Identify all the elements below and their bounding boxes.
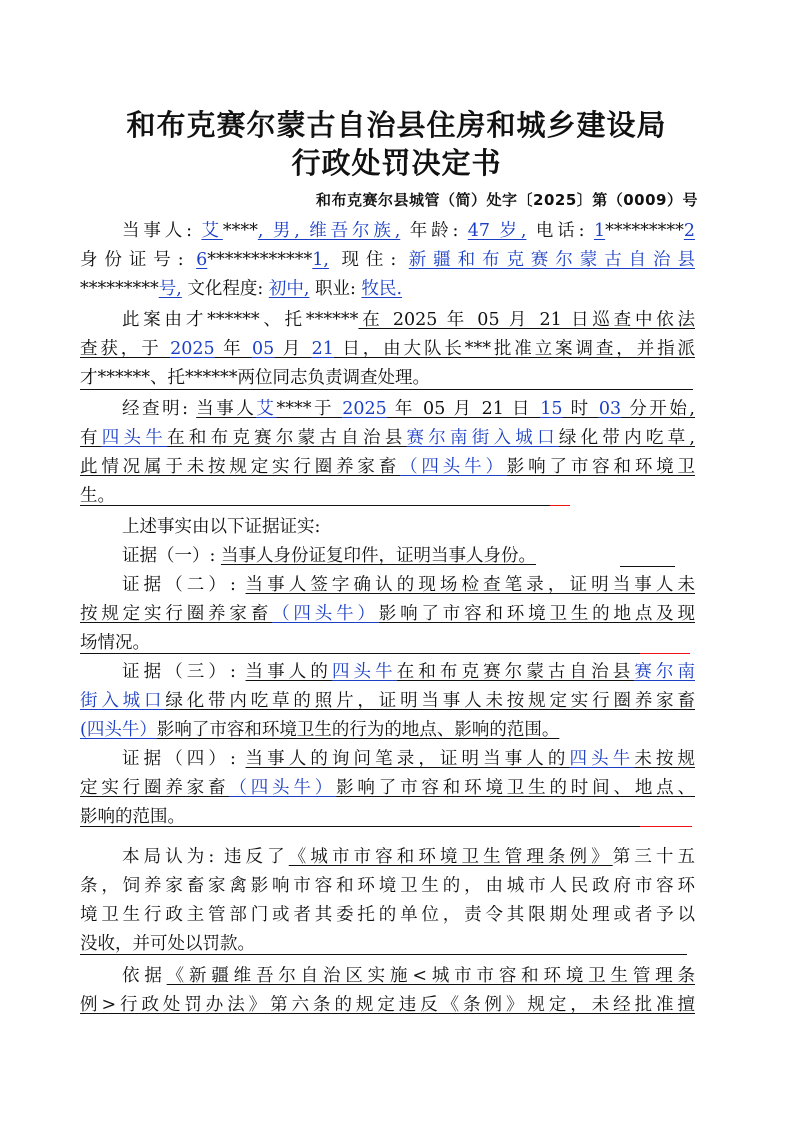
- case-text: 月: [274, 339, 312, 359]
- finding-text: 此情况属于未按规定实行圈养家畜: [80, 457, 401, 477]
- address-mask: *********: [80, 279, 159, 299]
- document-number: 和布克赛尔县城管（简）处字〔2025〕第（0009）号: [316, 191, 698, 209]
- id-mask: ************: [207, 250, 313, 270]
- evidence-3-label: 证据（三）:: [122, 662, 246, 682]
- finding-text: 在和布克赛尔蒙古自治县: [167, 428, 407, 448]
- address-number: 号,: [158, 279, 182, 299]
- party-line-3: [80, 274, 695, 304]
- ruling-text: 本局认为: 违反了: [122, 847, 289, 867]
- finding-party-name: 艾: [256, 399, 277, 419]
- evidence-2-line-1: [80, 570, 695, 600]
- evidence-3-livestock: 四头牛: [331, 662, 397, 682]
- evidence-3-text: 绿化带内吃草的照片，证明当事人未按规定实行圈养家畜: [165, 691, 695, 711]
- phone-mask: *********: [605, 221, 684, 241]
- evidence-4-line-2: [80, 773, 695, 803]
- evidence-2-line-2: [80, 599, 695, 629]
- finding-livestock: （四头牛）: [400, 457, 507, 477]
- ruling-regulation: 《城市市容和环境卫生管理条例》: [288, 847, 613, 867]
- evidence-3-line-3: [80, 715, 695, 745]
- evidence-3-line-2: [80, 686, 695, 716]
- case-year: 2025: [170, 339, 215, 359]
- party-name-mask: ****: [222, 221, 258, 241]
- case-inspection-date: 在 2025 年 05 月 21 日巡查中依法: [358, 310, 695, 330]
- id-last-digit: 1,: [312, 250, 329, 270]
- party-line-2: [80, 245, 695, 275]
- underline-rule: [80, 954, 687, 955]
- finding-text: ****于: [276, 399, 343, 419]
- id-label: 身份证号:: [80, 250, 197, 270]
- finding-text: 绿化带内吃草,: [558, 428, 695, 448]
- finding-label: 经查明:: [122, 399, 197, 419]
- finding-year: 2025: [342, 399, 387, 419]
- finding-date: 年 05 月 21 日: [386, 399, 541, 419]
- finding-text: 影响了市容和环境卫: [506, 457, 695, 477]
- evidence-intro: 上述事实由以下证据证实:: [122, 517, 321, 537]
- document-title-line1: 和布克赛尔蒙古自治县住房和城乡建设局: [126, 108, 667, 142]
- evidence-2-line-3: 场情况。: [80, 633, 150, 653]
- party-sex-ethnicity: , 男, 维吾尔族,: [257, 221, 401, 241]
- evidence-4-line-1: [80, 744, 695, 774]
- basis-text: 依据: [122, 966, 167, 986]
- evidence-3-text: 影响了市容和环境卫生的行为的地点、影响的范围。: [156, 720, 560, 740]
- evidence-1: [80, 541, 695, 571]
- basis-regulation: 《新疆维吾尔自治区实施<城市市容和环境卫生管理条: [166, 966, 695, 986]
- party-age: 47 岁,: [467, 221, 527, 241]
- occupation-label: 职业:: [309, 279, 362, 299]
- finding-minute: 03: [598, 399, 622, 419]
- case-line-3: 才******、托******两位同志负责调查处理。: [80, 368, 430, 388]
- evidence-4-livestock: 四头牛: [569, 749, 635, 769]
- evidence-3-livestock: (四头牛）: [80, 720, 157, 740]
- evidence-2-label: 证据（二）:: [122, 575, 246, 595]
- case-month: 05: [251, 339, 275, 359]
- case-line-1: [80, 305, 695, 335]
- case-text: 批准立案调查，并指派: [491, 339, 695, 359]
- case-line-2: [80, 334, 695, 364]
- evidence-4-line-3: 影响的范围。: [80, 807, 185, 827]
- party-label: 当事人:: [122, 221, 202, 241]
- finding-line-3: [80, 452, 695, 482]
- evidence-3-text: 在和布克赛尔蒙古自治县: [396, 662, 635, 682]
- evidence-3-text: 当事人的: [245, 662, 332, 682]
- party-address: 新疆和布克赛尔蒙古自治县: [408, 250, 695, 270]
- case-text: 查获，于: [80, 339, 171, 359]
- evidence-3-location: 赛尔南: [634, 662, 695, 682]
- finding-text: 有: [80, 428, 102, 448]
- underline-rule: [80, 826, 640, 827]
- ruling-line-1: [80, 842, 695, 872]
- underline-rule-red: [640, 653, 690, 654]
- evidence-2-text: 影响了市容和环境卫生的地点及现: [378, 604, 695, 624]
- ruling-line-3: 境卫生行政主管部门或者其委托的单位，责令其限期处理或者予以: [80, 905, 695, 925]
- basis-line-2: 例>行政处罚办法》第六条的规定违反《条例》规定，未经批准擅: [80, 995, 695, 1015]
- party-name: 艾: [201, 221, 223, 241]
- finding-livestock: 四头牛: [101, 428, 168, 448]
- finding-text: 当事人: [196, 399, 257, 419]
- evidence-4-text: 未按规: [634, 749, 695, 769]
- case-day: 21: [311, 339, 334, 359]
- finding-text: 分开始,: [621, 399, 695, 419]
- case-investigators: 此案由才******、托******: [122, 310, 359, 330]
- underline-rule: [80, 389, 693, 390]
- case-text: 年: [214, 339, 252, 359]
- evidence-1-label: 证据（一）:: [122, 546, 221, 566]
- party-line-1: [80, 216, 695, 246]
- evidence-2-livestock: （四头牛）: [272, 604, 379, 624]
- education-label: 文化程度:: [181, 279, 269, 299]
- underline-rule-red: [640, 826, 692, 827]
- finding-hour: 15: [540, 399, 563, 419]
- evidence-4-text: 影响了市容和环境卫生的时间、地点、: [336, 778, 695, 798]
- ruling-line-2: 条，饲养家畜家禽影响市容和环境卫生的，由城市人民政府市容环: [80, 876, 695, 896]
- party-education: 初中,: [268, 279, 310, 299]
- underline-rule: [620, 566, 675, 567]
- finding-text: 时: [562, 399, 599, 419]
- evidence-4-livestock: （四头牛）: [229, 778, 337, 798]
- ruling-line-4: 没收，并可处以罚款。: [80, 934, 255, 954]
- evidence-2-text: 按规定实行圈养家畜: [80, 604, 273, 624]
- phone-first-digit: 1: [593, 221, 606, 241]
- address-label: 现住:: [328, 250, 409, 270]
- finding-line-4: 生。: [80, 486, 115, 506]
- ruling-text: 第三十五: [612, 847, 695, 867]
- finding-location: 赛尔南街入城口: [406, 428, 559, 448]
- underline-rule-red: [550, 505, 570, 506]
- document-title-line2: 行政处罚决定书: [291, 146, 502, 180]
- finding-line-2: [80, 423, 695, 453]
- evidence-4-label: 证据（四）:: [122, 749, 246, 769]
- case-text: 日，由大队长***: [333, 339, 491, 359]
- age-label: 年龄:: [400, 221, 468, 241]
- evidence-3-location: 街入城口: [80, 691, 166, 711]
- evidence-4-text: 当事人的询问笔录，证明当事人的: [245, 749, 570, 769]
- basis-line-1: [80, 961, 695, 991]
- party-occupation: 牧民.: [361, 279, 403, 299]
- phone-label: 电话:: [526, 221, 594, 241]
- phone-last-digit: 2: [683, 221, 695, 241]
- evidence-2-text: 当事人签字确认的现场检查笔录，证明当事人未: [245, 575, 695, 595]
- finding-line-1: [80, 394, 695, 424]
- underline-rule: [80, 505, 550, 506]
- id-first-digit: 6: [196, 250, 208, 270]
- evidence-4-text: 定实行圈养家畜: [80, 778, 230, 798]
- evidence-3-line-1: [80, 657, 695, 687]
- evidence-1-text: 当事人身份证复印件，证明当事人身份。: [220, 546, 536, 566]
- underline-rule: [80, 653, 640, 654]
